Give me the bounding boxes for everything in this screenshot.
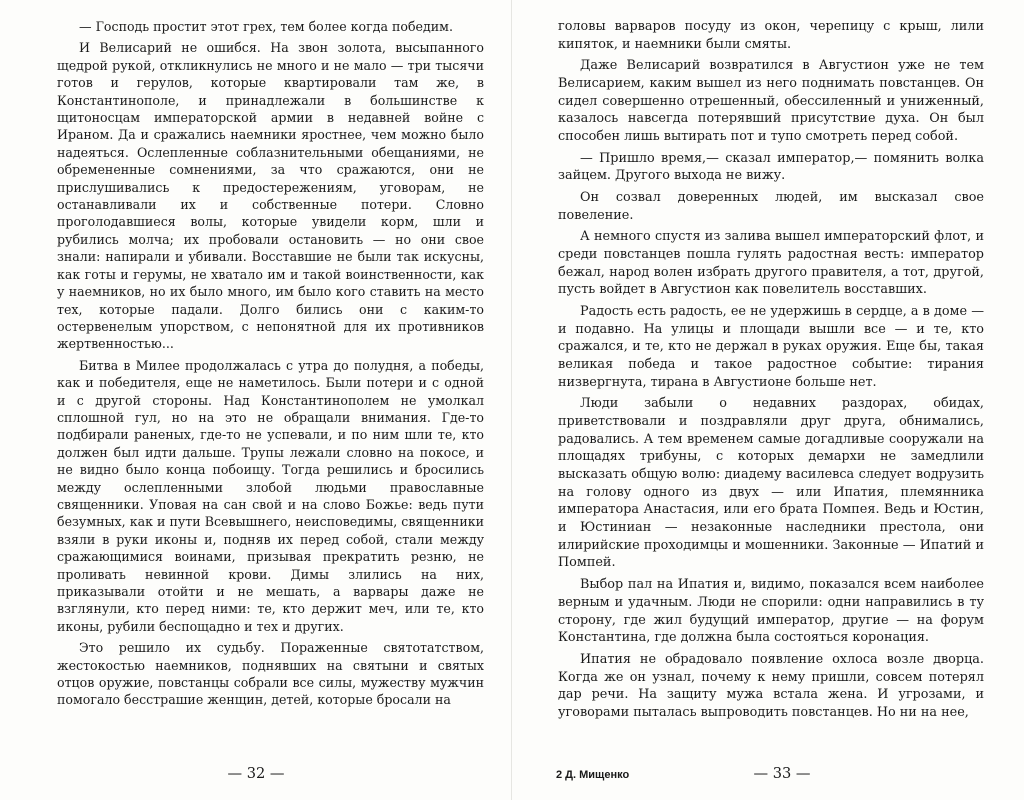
paragraph: головы варваров посуду из окон, черепицу с крыш, лили кипяток, и наемники были смяты. <box>558 19 984 52</box>
paragraph: — Господь простит этот грех, тем более когда победим. <box>79 19 453 34</box>
paragraph: И Велисарий не ошибся. На звон золота, высыпанного щедрой рукой, откликнулись не много и не мало — три тысячи готов и герулов, которые квартировали там же, в Константинополе, и принадлежали в большинстве к щитоносцам императорской армии в недавней войне с Ираном. Да и сражались наемники яростнее, чем можно было надеяться. Ослепленные соблазнительными обещаниями, не обремененные сомнениями, за что сражаются, они не прислушивались к предостережениям, уговорам, не останавливали их и собственные потери. Словно проголодавшиеся волы, которые увидели корм, шли и рубились молча; их пробовали остановить — но они свое знали: напирали и убивали. Восставшие не были так искусны, как готы и герумы, не хватало им и такой воинственности, как у наемников, но их было много, им было кого ставить на место тех, которые падали. Долго бились они с каким-то остервенелым упорством, с непонятной для их противников жертвенностью... <box>57 40 484 352</box>
printer-signature: 2 Д. Мищенко <box>556 769 630 781</box>
paragraph: Выбор пал на Ипатия и, видимо, показался всем наиболее верным и удачным. Люди не спорили: одни направились в ту сторону, где жил будущий император, другие — на форум Константина, где должна была состояться коронация. <box>558 577 984 646</box>
paragraph: Битва в Милее продолжалась с утра до полудня, а победы, как и победителя, еще не наметилось. Были потери и с одной и с другой стороны. Над Константинополем не умолкал сплошной гул, но на это не обращали внимания. Где-то подбирали раненых, где-то не успевали, и по ним шли те, кто должен был идти дальше. Трупы лежали словно на покосе, и не видно было конца побоищу. Тогда решились и бросились между ослепленными злобой людьми православные священники. Уповая на сан свой и на слово Божье: ведь пути безумных, как и пути Всевышнего, неисповедимы, священники взяли в руки иконы и, подняв их перед собой, стали между сражающимися воинами, призывая прекратить резню, не проливать невинной крови. Димы злились на них, приказывали отойти и не мешать, а варвары даже не взглянули, кто перед ними: те, кто держит меч, или те, кто иконы, рубили беспощадно и тех и других. <box>57 357 484 634</box>
page-number-right: — 33 — <box>753 765 811 782</box>
paragraph: Он созвал доверенных людей, им высказал свое повеление. <box>558 190 984 223</box>
paragraph: Радость есть радость, ее не удержишь в сердце, а в доме — и подавно. На улицы и площади вышли все — и те, кто сражался, и те, кто не держал в руках оружия. Еще бы, такая великая победа и такое радостное событие: тирания низвергнута, тирана в Августионе больше нет. <box>558 304 984 390</box>
paragraph: Это решило их судьбу. Пораженные святотатством, жестокостью наемников, поднявших на святыни и святых отцов оружие, повстанцы собрали все силы, мужеству мужчин помогало бесстрашие женщин, детей, которые бросали на <box>57 640 484 708</box>
paragraph: Ипатия не обрадовало появление охлоса возле дворца. Когда же он узнал, почему к нему пришли, совсем потерял дар речи. На защиту мужа встала жена. И угрозами, и уговорами пыталась выпроводить повстанцев. Но ни на нее, <box>558 651 984 720</box>
paragraph: Люди забыли о недавних раздорах, обидах, приветствовали и поздравляли друг друга, обнимались, радовались. А тем временем самые догадливые сооружали на площадях трибуны, с которых демархи не замедлили высказать общую волю: диадему василевса следует водрузить на голову одного из двух — или Ипатия, племянника императора Анастасия, или его брата Помпея. Ведь и Юстин, и Юстиниан — незаконные наследники престола, они илирийские проходимцы и мошенники. Законные — Ипатий и Помпей. <box>558 396 984 571</box>
paragraph: — Пришло время,— сказал император,— помянить волка зайцем. Другого выхода не вижу. <box>558 150 984 184</box>
paragraph: А немного спустя из залива вышел императорский флот, и среди повстанцев пошла гулять радостная весть: император бежал, народ волен избрать другого правителя, а тот, другой, пусть войдет в Августион как повелитель восставших. <box>558 229 984 298</box>
right-page-text <box>558 18 984 726</box>
page-number-left: — 32 — <box>227 765 285 782</box>
paragraph: Даже Велисарий возвратился в Августион уже не тем Велисарием, каким вышел из него поднимать повстанцев. Он сидел совершенно отрешенный, обессиленный и униженный, казалось навсегда потерявший присутствие духа. Он был способен лишь вытирать пот и тупо смотреть перед собой. <box>558 58 984 145</box>
left-page-text <box>57 18 484 713</box>
right-page <box>512 0 1024 800</box>
